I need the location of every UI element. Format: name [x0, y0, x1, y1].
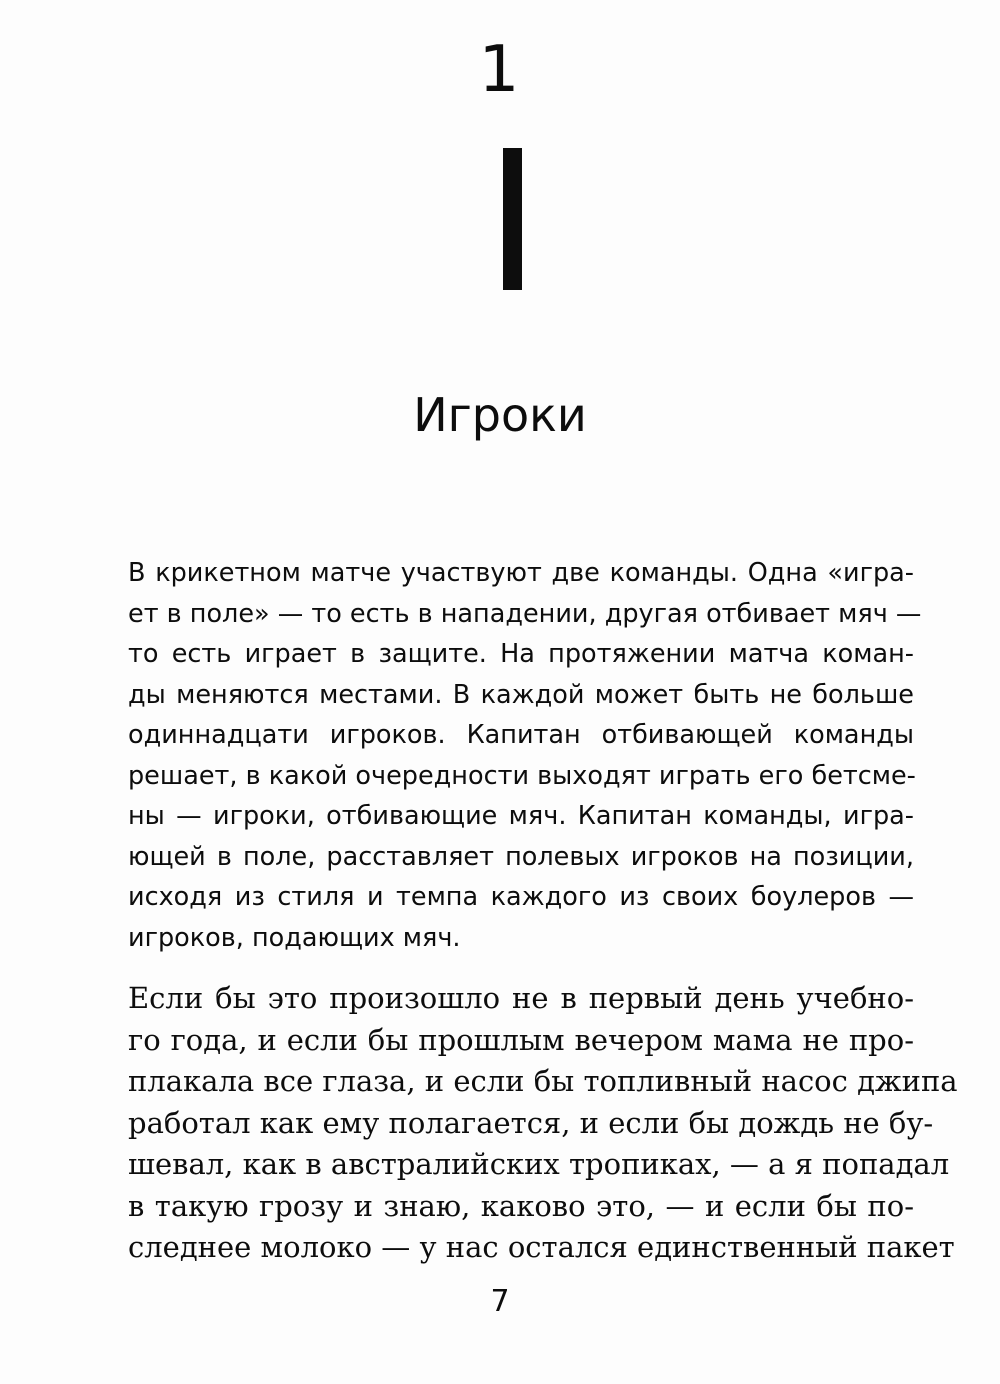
epigraph-line: одиннадцати игроков. Капитан отбивающей команды	[128, 720, 914, 750]
epigraph-line: ющей в поле, расставляет полевых игроков на позиции,	[128, 841, 914, 872]
chapter-divider-bar	[503, 148, 522, 290]
epigraph	[128, 553, 922, 958]
body-line: плакала все глаза, и если бы топливный насос джипа	[128, 1064, 958, 1098]
epigraph-line: ды меняются местами. В каждой может быть не больше	[128, 679, 914, 710]
body-line: го года, и если бы прошлым вечером мама не про-	[128, 1022, 914, 1057]
epigraph-line: исходя из стиля и темпа каждого из своих боулеров —	[128, 882, 914, 912]
body-line: в такую грозу и знаю, каково это, — и если бы по-	[128, 1188, 914, 1223]
epigraph-line: то есть играет в защите. На протяжении матча коман-	[128, 639, 914, 669]
chapter-title: Игроки	[413, 388, 587, 442]
epigraph-line: ет в поле» — то есть в нападении, другая отбивает мяч —	[128, 598, 922, 629]
epigraph-line: ны — игроки, отбивающие мяч. Капитан команды, игра-	[128, 801, 914, 831]
epigraph-line: В крикетном матче участвуют две команды. Одна «игра-	[128, 558, 914, 588]
body-line: работал как ему полагается, и если бы дождь не бу-	[128, 1105, 934, 1140]
chapter-number: 1	[478, 33, 522, 107]
body-line: следнее молоко — у нас остался единственный пакет	[128, 1230, 955, 1264]
body-paragraph	[128, 978, 958, 1269]
body-line: Если бы это произошло не в первый день учебно-	[128, 981, 914, 1015]
epigraph-line: решает, в какой очередности выходят играть его бетсме-	[128, 760, 916, 791]
epigraph-line: игроков, подающих мяч.	[128, 922, 461, 953]
page-number: 7	[490, 1284, 510, 1319]
body-line: шевал, как в австралийских тропиках, — а я попадал	[128, 1147, 950, 1181]
